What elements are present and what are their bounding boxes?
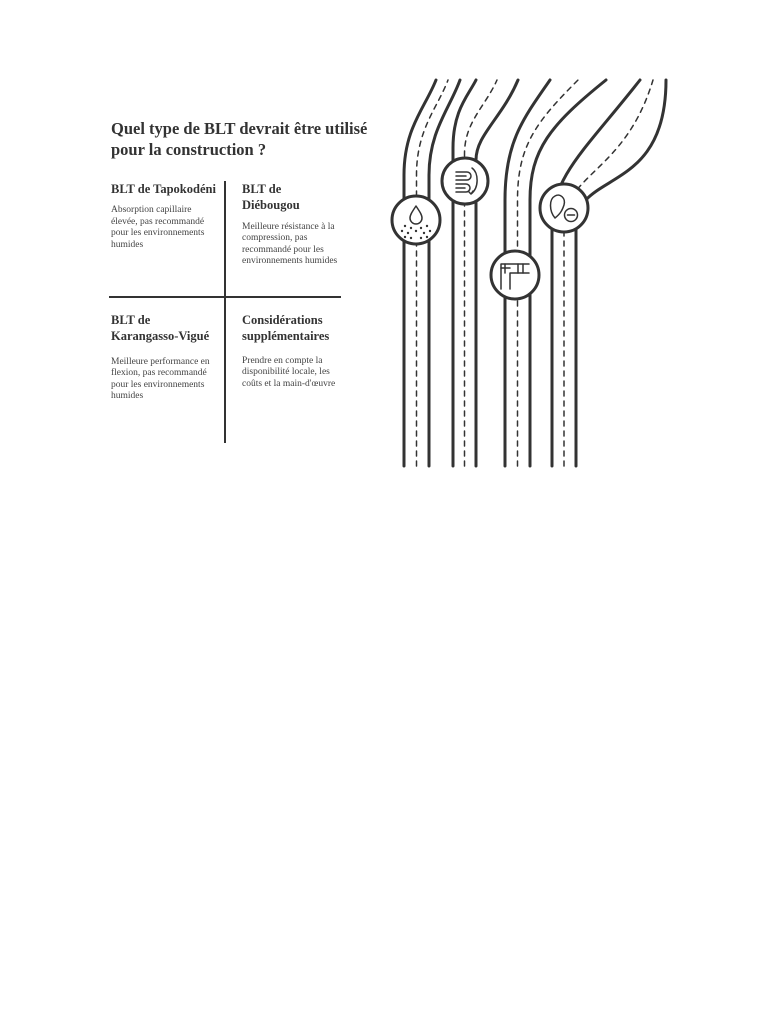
page-title: Quel type de BLT devrait être utilisé pour la construction ? [111,119,368,160]
quadrant-description: Absorption capillaire élevée, pas recommandé pour les environnements humides [111,205,205,250]
quadrant-title: BLT de Karangasso-Vigué [111,313,210,344]
drop-minus-icon [540,184,588,232]
layered-flow-icon [442,158,488,204]
quadrant-tapokodeni [111,181,219,252]
quadrant-description: Prendre en compte la disponibilité locale, les coûts et la main-d'œuvre [242,355,336,389]
water-drops-icon [392,196,440,244]
pipe-corner-icon [491,251,539,299]
quadrant-title: BLT de Diébougou [242,182,300,213]
quadrant-description: Meilleure performance en flexion, pas recommandé pour les environnements humides [111,356,210,402]
quadrant-karangasso-vigue [111,312,217,403]
quadrant-title: Considérations supplémentaires [242,313,330,344]
quadrant-diebougou [242,181,340,268]
quadrant-considerations [242,312,350,390]
roads-illustration [380,76,680,471]
horizontal-divider [109,296,341,298]
quadrant-title: BLT de Tapokodéni [111,182,216,196]
vertical-divider [224,181,226,443]
quadrant-description: Meilleure résistance à la compression, pas recommandé pour les environnements humides [242,221,338,267]
road-4 [552,80,666,466]
